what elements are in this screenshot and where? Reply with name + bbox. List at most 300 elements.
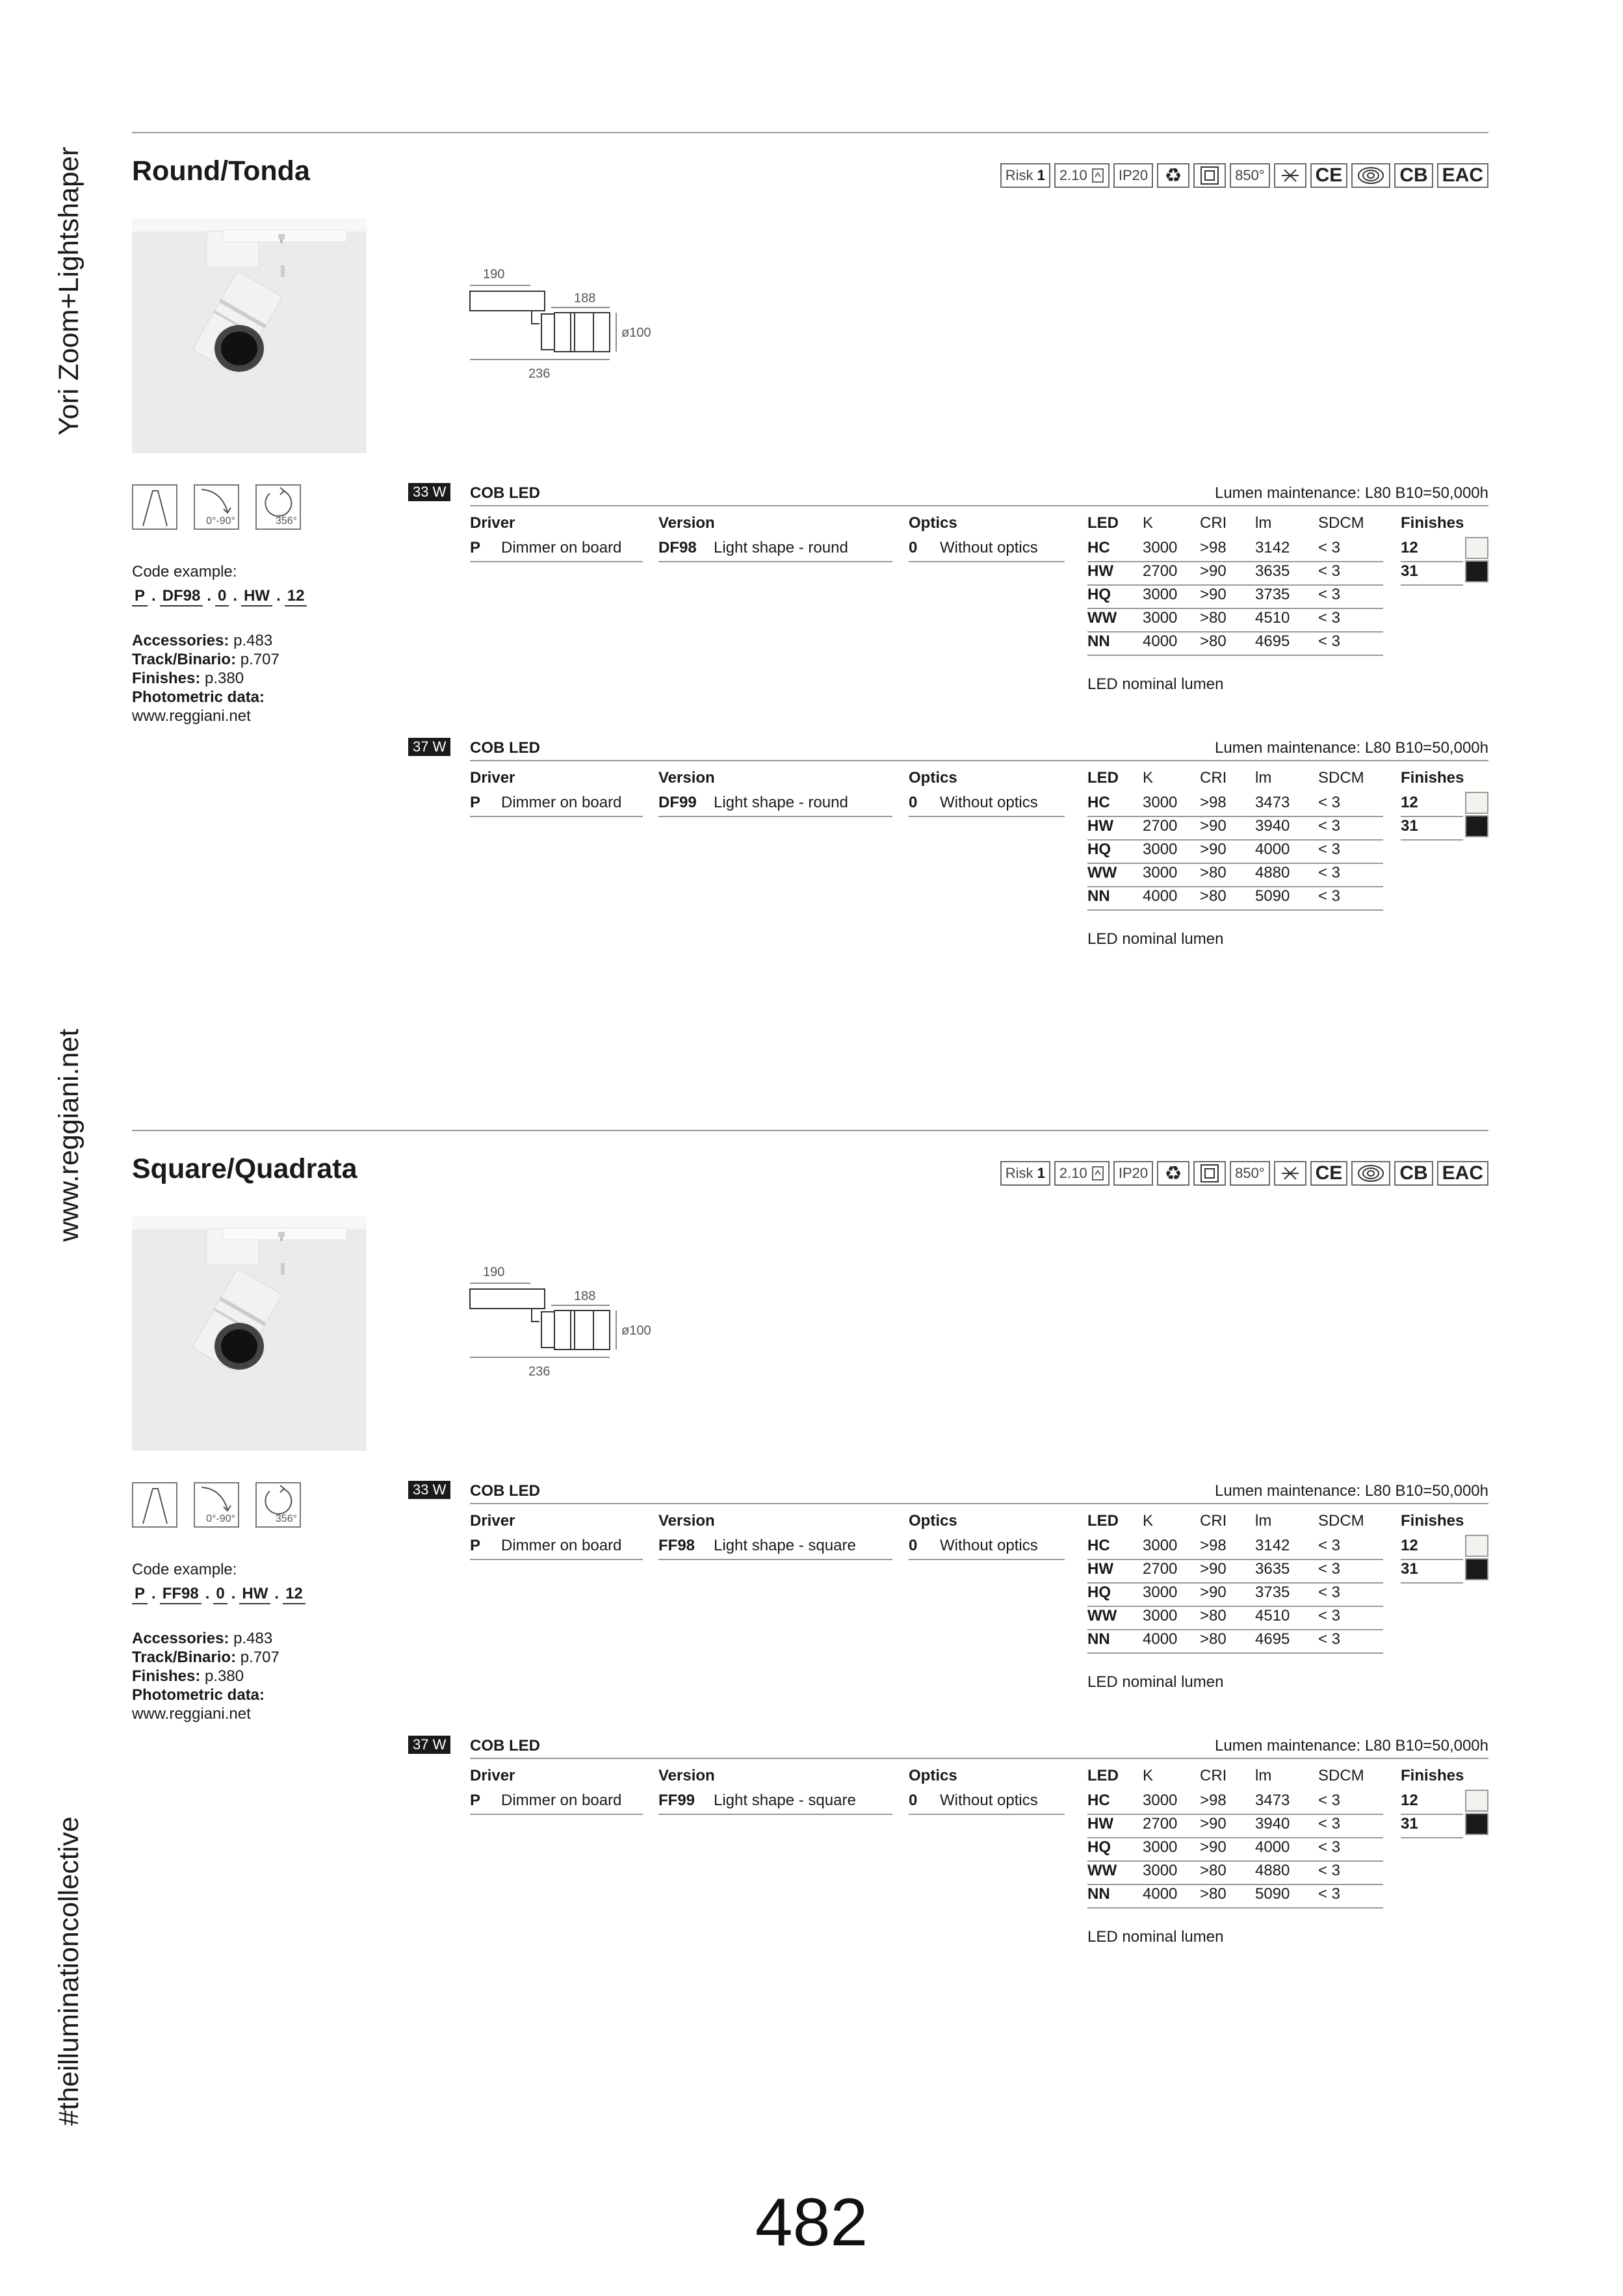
- led-cell-cri: >90: [1200, 1584, 1227, 1601]
- led-cell-k: 3000: [1143, 841, 1178, 858]
- enec-icon: [1351, 1161, 1390, 1186]
- led-cell-led: HW: [1087, 1815, 1113, 1833]
- led-cell-sdcm: < 3: [1318, 794, 1341, 811]
- led-cell-led: HW: [1087, 562, 1113, 580]
- table-top-rule: [470, 1758, 1488, 1759]
- code-part: FF98: [160, 1585, 201, 1604]
- led-cell-led: HQ: [1087, 841, 1111, 858]
- section-divider: [132, 1130, 1488, 1131]
- led-cell-sdcm: < 3: [1318, 1862, 1341, 1879]
- optics-desc: Without optics: [940, 1792, 1038, 1809]
- led-cell-lm: 5090: [1255, 887, 1290, 905]
- led-cell-cri: >98: [1200, 1537, 1227, 1554]
- code-separator: .: [274, 1585, 279, 1602]
- driver-code: P: [470, 794, 481, 811]
- tilt-value: 0°-90°: [206, 515, 235, 527]
- led-cell-k: 2700: [1143, 817, 1178, 835]
- crossed-icon: [1274, 1161, 1306, 1186]
- wattage-badge: 33 W: [408, 483, 450, 501]
- led-cell-sdcm: < 3: [1318, 1630, 1341, 1648]
- distance-badge: 2.10: [1054, 1161, 1110, 1186]
- led-cell-lm: 4880: [1255, 864, 1290, 881]
- finish-code-31: 31: [1401, 817, 1418, 835]
- dim-width-188: 188: [574, 1289, 596, 1303]
- led-cell-lm: 3940: [1255, 817, 1290, 835]
- version-desc: Light shape - round: [714, 794, 848, 811]
- code-separator: .: [276, 587, 281, 605]
- ref-photometric-url[interactable]: www.reggiani.net: [132, 707, 251, 725]
- ref-track: Track/Binario: p.707: [132, 1649, 279, 1666]
- beam-symbol: [132, 484, 177, 530]
- led-cell-lm: 3735: [1255, 1584, 1290, 1601]
- led-cell-led: NN: [1087, 1885, 1110, 1903]
- led-nominal-note: LED nominal lumen: [1087, 1928, 1224, 1946]
- optics-code: 0: [909, 539, 918, 556]
- glow-wire-badge: 850°: [1230, 163, 1270, 188]
- certification-badges: [1000, 163, 1488, 190]
- side-website: www.reggiani.net: [53, 1028, 84, 1242]
- header-k: K: [1143, 1767, 1154, 1784]
- rotation-symbol: [255, 1482, 301, 1528]
- cob-label: COB LED: [470, 1737, 540, 1755]
- lumen-maintenance: Lumen maintenance: L80 B10=50,000h: [1215, 484, 1488, 502]
- version-desc: Light shape - round: [714, 539, 848, 556]
- driver-rule: [470, 1559, 643, 1560]
- finish-rule-2: [1401, 1837, 1463, 1838]
- dimension-drawing: [454, 1266, 714, 1396]
- code-part: P: [132, 1585, 148, 1604]
- optics-rule: [909, 1814, 1065, 1815]
- rotation-icon: [257, 1483, 300, 1516]
- code-separator: .: [205, 1585, 210, 1602]
- finish-rule-2: [1401, 584, 1463, 586]
- led-cell-lm: 3635: [1255, 562, 1290, 580]
- optics-code: 0: [909, 1792, 918, 1809]
- header-finishes: Finishes: [1401, 769, 1464, 787]
- recycle-icon: ♻: [1157, 163, 1189, 188]
- version-desc: Light shape - square: [714, 1792, 856, 1809]
- led-cell-cri: >80: [1200, 633, 1227, 650]
- led-cell-sdcm: < 3: [1318, 539, 1341, 556]
- led-cell-sdcm: < 3: [1318, 864, 1341, 881]
- led-cell-lm: 4510: [1255, 609, 1290, 627]
- led-cell-cri: >90: [1200, 562, 1227, 580]
- beam-icon: [133, 1483, 176, 1526]
- version-code: FF98: [658, 1537, 695, 1554]
- led-cell-k: 3000: [1143, 1607, 1178, 1624]
- ref-accessories: Accessories: p.483: [132, 1630, 273, 1647]
- led-cell-led: HC: [1087, 1537, 1110, 1554]
- cob-label: COB LED: [470, 1482, 540, 1500]
- header-cri: CRI: [1200, 1767, 1227, 1784]
- tilt-icon: [195, 1483, 238, 1516]
- led-cell-cri: >90: [1200, 841, 1227, 858]
- header-optics: Optics: [909, 514, 957, 532]
- finish-code-12: 12: [1401, 1792, 1418, 1809]
- header-cri: CRI: [1200, 1512, 1227, 1530]
- double-square-icon: [1193, 163, 1226, 188]
- references: [132, 1629, 279, 1723]
- ip-badge: IP20: [1113, 163, 1153, 188]
- led-cell-lm: 4510: [1255, 1607, 1290, 1624]
- finish-rule-2: [1401, 1582, 1463, 1584]
- led-cell-led: WW: [1087, 864, 1117, 881]
- distance-icon: [1091, 1166, 1104, 1181]
- header-k: K: [1143, 1512, 1154, 1530]
- led-cell-k: 3000: [1143, 609, 1178, 627]
- led-cell-k: 3000: [1143, 1862, 1178, 1879]
- version-code: DF98: [658, 539, 697, 556]
- cob-label: COB LED: [470, 739, 540, 757]
- dim-diameter: ø100: [621, 1324, 651, 1338]
- optics-rule: [909, 561, 1065, 562]
- header-lm: lm: [1255, 1512, 1272, 1530]
- cb-mark: CB: [1394, 1161, 1433, 1186]
- header-sdcm: SDCM: [1318, 1767, 1364, 1784]
- certification-badges: [1000, 1161, 1488, 1188]
- dim-width-190: 190: [483, 1266, 505, 1279]
- header-driver: Driver: [470, 1767, 515, 1784]
- finish-swatch-white: [1465, 1535, 1488, 1557]
- optics-desc: Without optics: [940, 1537, 1038, 1554]
- optics-code: 0: [909, 1537, 918, 1554]
- finish-code-31: 31: [1401, 1560, 1418, 1578]
- led-cell-cri: >90: [1200, 586, 1227, 603]
- led-cell-led: NN: [1087, 633, 1110, 650]
- rotation-symbol: [255, 484, 301, 530]
- code-separator: .: [151, 1585, 156, 1602]
- header-led: LED: [1087, 1767, 1119, 1784]
- led-cell-sdcm: < 3: [1318, 1792, 1341, 1809]
- product-section: [132, 132, 1488, 948]
- lumen-maintenance: Lumen maintenance: L80 B10=50,000h: [1215, 1737, 1488, 1755]
- led-row-rule: [1087, 655, 1383, 656]
- led-nominal-note: LED nominal lumen: [1087, 1673, 1224, 1691]
- header-cri: CRI: [1200, 514, 1227, 532]
- finish-rule-2: [1401, 839, 1463, 841]
- optics-desc: Without optics: [940, 794, 1038, 811]
- version-rule: [658, 1559, 892, 1560]
- led-row-rule: [1087, 1652, 1383, 1654]
- led-cell-k: 3000: [1143, 539, 1178, 556]
- tilt-symbol: [194, 484, 239, 530]
- beam-icon: [133, 486, 176, 528]
- header-finishes: Finishes: [1401, 1767, 1464, 1784]
- driver-code: P: [470, 1792, 481, 1809]
- led-cell-led: WW: [1087, 1607, 1117, 1624]
- spec-table: [408, 483, 1488, 693]
- led-cell-cri: >90: [1200, 1838, 1227, 1856]
- header-k: K: [1143, 514, 1154, 532]
- header-optics: Optics: [909, 1767, 957, 1784]
- led-cell-k: 3000: [1143, 1838, 1178, 1856]
- led-cell-led: HQ: [1087, 1584, 1111, 1601]
- led-cell-sdcm: < 3: [1318, 1560, 1341, 1578]
- optics-desc: Without optics: [940, 539, 1038, 556]
- risk-badge: Risk 1: [1000, 1161, 1050, 1186]
- header-driver: Driver: [470, 1512, 515, 1530]
- led-cell-led: HW: [1087, 817, 1113, 835]
- crossed-icon: [1274, 163, 1306, 188]
- led-cell-cri: >98: [1200, 539, 1227, 556]
- led-cell-lm: 3940: [1255, 1815, 1290, 1833]
- dimension-drawing: [454, 268, 714, 398]
- led-cell-k: 3000: [1143, 1584, 1178, 1601]
- code-example: [132, 587, 307, 607]
- header-driver: Driver: [470, 514, 515, 532]
- led-cell-lm: 4880: [1255, 1862, 1290, 1879]
- led-cell-k: 4000: [1143, 1885, 1178, 1903]
- spec-table: [408, 1736, 1488, 1946]
- led-nominal-note: LED nominal lumen: [1087, 930, 1224, 948]
- led-cell-k: 4000: [1143, 1630, 1178, 1648]
- led-cell-k: 3000: [1143, 1537, 1178, 1554]
- optics-code: 0: [909, 794, 918, 811]
- led-cell-sdcm: < 3: [1318, 887, 1341, 905]
- led-cell-cri: >80: [1200, 1607, 1227, 1624]
- header-sdcm: SDCM: [1318, 769, 1364, 787]
- side-product-family: Yori Zoom+Lightshaper: [53, 146, 84, 436]
- section-divider: [132, 132, 1488, 133]
- finish-swatch-black: [1465, 560, 1488, 582]
- tilt-symbol: [194, 1482, 239, 1528]
- led-cell-lm: 3635: [1255, 1560, 1290, 1578]
- led-cell-led: HC: [1087, 794, 1110, 811]
- header-version: Version: [658, 769, 715, 787]
- led-cell-lm: 4000: [1255, 1838, 1290, 1856]
- header-optics: Optics: [909, 1512, 957, 1530]
- led-cell-cri: >80: [1200, 864, 1227, 881]
- led-cell-led: HW: [1087, 1560, 1113, 1578]
- finish-code-12: 12: [1401, 1537, 1418, 1554]
- finish-swatch-white: [1465, 792, 1488, 814]
- optics-rule: [909, 816, 1065, 817]
- code-separator: .: [151, 587, 156, 605]
- led-cell-led: HQ: [1087, 586, 1111, 603]
- cob-label: COB LED: [470, 484, 540, 502]
- led-cell-sdcm: < 3: [1318, 1607, 1341, 1624]
- driver-desc: Dimmer on board: [501, 1537, 622, 1554]
- product-photo: [132, 1216, 367, 1451]
- led-cell-led: HC: [1087, 1792, 1110, 1809]
- spec-table: [408, 738, 1488, 948]
- led-cell-lm: 4695: [1255, 633, 1290, 650]
- finish-swatch-black: [1465, 815, 1488, 837]
- finish-swatch-black: [1465, 1558, 1488, 1580]
- led-cell-led: NN: [1087, 887, 1110, 905]
- header-led: LED: [1087, 514, 1119, 532]
- led-cell-lm: 4695: [1255, 1630, 1290, 1648]
- led-cell-led: HQ: [1087, 1838, 1111, 1856]
- finish-code-31: 31: [1401, 1815, 1418, 1833]
- led-cell-cri: >80: [1200, 1885, 1227, 1903]
- ref-photometric: Photometric data:: [132, 688, 265, 706]
- led-cell-sdcm: < 3: [1318, 1885, 1341, 1903]
- table-top-rule: [470, 505, 1488, 506]
- code-part: HW: [241, 587, 272, 607]
- led-cell-cri: >80: [1200, 1862, 1227, 1879]
- led-cell-k: 2700: [1143, 1815, 1178, 1833]
- led-cell-k: 3000: [1143, 864, 1178, 881]
- double-square-icon: [1193, 1161, 1226, 1186]
- header-cri: CRI: [1200, 769, 1227, 787]
- ref-photometric-url[interactable]: www.reggiani.net: [132, 1705, 251, 1723]
- ref-accessories: Accessories: p.483: [132, 632, 273, 649]
- rotation-value: 356°: [275, 515, 297, 527]
- dim-length-236: 236: [528, 1364, 551, 1379]
- section-title: Square/Quadrata: [132, 1153, 357, 1184]
- led-row-rule: [1087, 909, 1383, 911]
- led-cell-sdcm: < 3: [1318, 841, 1341, 858]
- wattage-badge: 33 W: [408, 1481, 450, 1499]
- code-separator: .: [207, 587, 212, 605]
- side-hashtag: #theilluminationcollective: [53, 1816, 84, 2126]
- led-cell-cri: >90: [1200, 1560, 1227, 1578]
- driver-code: P: [470, 539, 481, 556]
- led-cell-cri: >98: [1200, 794, 1227, 811]
- finish-swatch-white: [1465, 537, 1488, 559]
- rotation-icon: [257, 486, 300, 518]
- header-led: LED: [1087, 769, 1119, 787]
- led-cell-sdcm: < 3: [1318, 633, 1341, 650]
- header-lm: lm: [1255, 514, 1272, 532]
- header-finishes: Finishes: [1401, 1512, 1464, 1530]
- led-cell-sdcm: < 3: [1318, 586, 1341, 603]
- led-cell-k: 3000: [1143, 794, 1178, 811]
- code-part: 0: [213, 1585, 227, 1604]
- driver-rule: [470, 816, 643, 817]
- led-cell-k: 2700: [1143, 1560, 1178, 1578]
- ce-mark: CE: [1310, 1161, 1348, 1186]
- optics-rule: [909, 1559, 1065, 1560]
- finish-code-12: 12: [1401, 794, 1418, 811]
- cb-mark: CB: [1394, 163, 1433, 188]
- header-version: Version: [658, 1767, 715, 1784]
- version-rule: [658, 561, 892, 562]
- led-cell-sdcm: < 3: [1318, 817, 1341, 835]
- led-cell-sdcm: < 3: [1318, 1584, 1341, 1601]
- wattage-badge: 37 W: [408, 1736, 450, 1754]
- header-version: Version: [658, 1512, 715, 1530]
- code-part: 12: [285, 587, 307, 607]
- led-cell-cri: >80: [1200, 609, 1227, 627]
- led-cell-lm: 5090: [1255, 1885, 1290, 1903]
- glow-wire-badge: 850°: [1230, 1161, 1270, 1186]
- section-title: Round/Tonda: [132, 155, 310, 187]
- led-cell-sdcm: < 3: [1318, 609, 1341, 627]
- driver-rule: [470, 561, 643, 562]
- led-cell-k: 4000: [1143, 887, 1178, 905]
- code-example-label: Code example:: [132, 1561, 237, 1578]
- recycle-icon: ♻: [1157, 1161, 1189, 1186]
- dim-length-236: 236: [528, 367, 551, 381]
- finish-swatch-black: [1465, 1813, 1488, 1835]
- led-cell-lm: 3142: [1255, 539, 1290, 556]
- header-led: LED: [1087, 1512, 1119, 1530]
- references: [132, 631, 279, 725]
- led-cell-k: 2700: [1143, 562, 1178, 580]
- header-sdcm: SDCM: [1318, 1512, 1364, 1530]
- product-photo: [132, 218, 367, 453]
- tilt-icon: [195, 486, 238, 518]
- enec-icon: [1351, 163, 1390, 188]
- ref-track: Track/Binario: p.707: [132, 651, 279, 668]
- finish-code-31: 31: [1401, 562, 1418, 580]
- header-version: Version: [658, 514, 715, 532]
- led-cell-lm: 3473: [1255, 794, 1290, 811]
- led-cell-led: NN: [1087, 1630, 1110, 1648]
- led-cell-lm: 3735: [1255, 586, 1290, 603]
- led-cell-sdcm: < 3: [1318, 1815, 1341, 1833]
- code-part: HW: [239, 1585, 270, 1604]
- product-section: [132, 1130, 1488, 1946]
- ref-finishes: Finishes: p.380: [132, 1667, 244, 1685]
- header-k: K: [1143, 769, 1154, 787]
- driver-desc: Dimmer on board: [501, 1792, 622, 1809]
- code-part: 0: [215, 587, 229, 607]
- finish-swatch-white: [1465, 1790, 1488, 1812]
- led-cell-sdcm: < 3: [1318, 562, 1341, 580]
- lumen-maintenance: Lumen maintenance: L80 B10=50,000h: [1215, 739, 1488, 757]
- led-cell-led: WW: [1087, 1862, 1117, 1879]
- ip-badge: IP20: [1113, 1161, 1153, 1186]
- code-separator: .: [233, 587, 238, 605]
- led-cell-cri: >90: [1200, 817, 1227, 835]
- ref-finishes: Finishes: p.380: [132, 670, 244, 687]
- driver-rule: [470, 1814, 643, 1815]
- driver-desc: Dimmer on board: [501, 794, 622, 811]
- risk-badge: Risk 1: [1000, 163, 1050, 188]
- table-top-rule: [470, 760, 1488, 761]
- dim-width-190: 190: [483, 268, 505, 281]
- led-cell-led: WW: [1087, 609, 1117, 627]
- eac-mark: EAC: [1437, 1161, 1488, 1186]
- led-cell-k: 4000: [1143, 633, 1178, 650]
- eac-mark: EAC: [1437, 163, 1488, 188]
- beam-symbol: [132, 1482, 177, 1528]
- dim-diameter: ø100: [621, 326, 651, 340]
- version-rule: [658, 1814, 892, 1815]
- led-cell-lm: 4000: [1255, 841, 1290, 858]
- code-separator: .: [231, 1585, 236, 1602]
- spec-table: [408, 1481, 1488, 1691]
- lumen-maintenance: Lumen maintenance: L80 B10=50,000h: [1215, 1482, 1488, 1500]
- led-cell-lm: 3473: [1255, 1792, 1290, 1809]
- header-driver: Driver: [470, 769, 515, 787]
- wattage-badge: 37 W: [408, 738, 450, 756]
- driver-code: P: [470, 1537, 481, 1554]
- code-example-label: Code example:: [132, 563, 237, 581]
- ce-mark: CE: [1310, 163, 1348, 188]
- led-nominal-note: LED nominal lumen: [1087, 675, 1224, 693]
- led-row-rule: [1087, 1907, 1383, 1909]
- rotation-value: 356°: [275, 1513, 297, 1524]
- led-cell-k: 3000: [1143, 586, 1178, 603]
- distance-badge: 2.10: [1054, 163, 1110, 188]
- led-cell-led: HC: [1087, 539, 1110, 556]
- version-code: FF99: [658, 1792, 695, 1809]
- dim-width-188: 188: [574, 291, 596, 306]
- led-cell-lm: 3142: [1255, 1537, 1290, 1554]
- header-lm: lm: [1255, 1767, 1272, 1784]
- version-desc: Light shape - square: [714, 1537, 856, 1554]
- ref-photometric: Photometric data:: [132, 1686, 265, 1704]
- code-example: [132, 1585, 305, 1604]
- page-number: 482: [755, 2185, 868, 2260]
- led-cell-cri: >80: [1200, 887, 1227, 905]
- code-part: 12: [283, 1585, 305, 1604]
- code-part: DF98: [160, 587, 203, 607]
